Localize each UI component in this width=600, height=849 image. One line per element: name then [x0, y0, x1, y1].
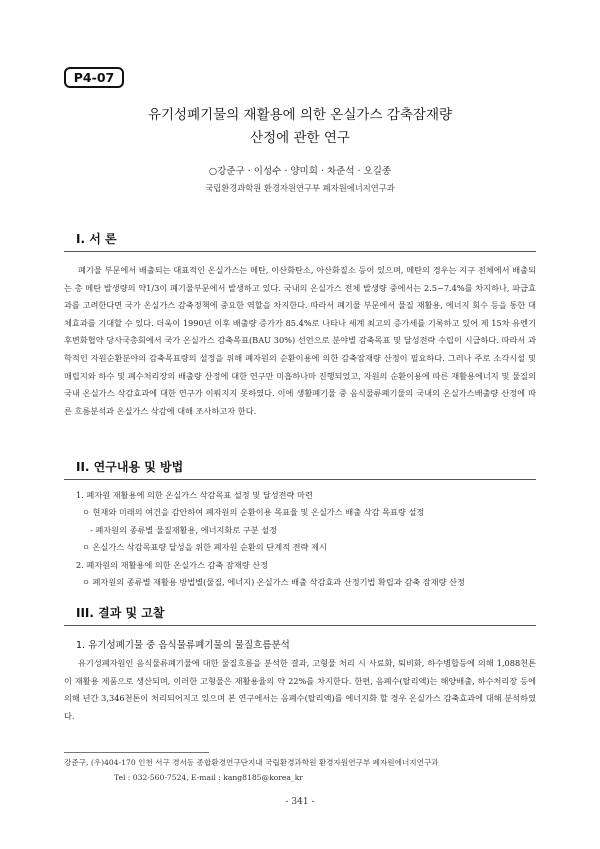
section-heading-results: III. 결과 및 고찰 [76, 606, 165, 620]
list-item: 1. 폐자원 재활용에 의한 온실가스 삭감목표 설정 및 달성전략 마련 [76, 490, 313, 500]
paper-title-line-2: 산정에 관한 연구 [250, 130, 350, 146]
introduction-text: 폐기물 부문에서 배출되는 대표적인 온실가스는 메탄, 이산화탄소, 아산화질소 등이 있으며, 메탄의 경우는 지구 전체에서 배출되는 총 메탄 발생량의 약1/3이 폐기물부문에서 발생하고 있다. 국내의 온실가스 전체 발생량 중에서는 2.5~7.4%를 차지하나, 파급효과를 고려한다면 국가 온실가스 감축정책에 중요한 역할을 차지한다. 따라서 폐기물 부문에서 물질 재활용, 에너지 회수 등을 통한 대체효과를 기대할 수 있다. 더욱이 1990년 이후 배출량 증가가 85.4%로 나타나 세계 최고의 증가세를 기록하고 있어 제 15차 유엔기후변화협약 당사국총회에서 국가 온실가스 감축목표(BAU 30%) 선언으로 분야별 감축목표 및 달성전략 수립이 시급하다. 따라서 과학적인 자원순환분야의 감축목표량의 설정을 위해 폐자원의 순환이용에 의한 감축잠재량 산정이 필요하다. 그러나 주로 소각시설 및 매립지와 하수 및 폐수처리장의 배출량 산정에 대한 연구만 미흡하나마 진행되었고, 자원의 순환이용에 따른 재활용에너지 및 물질의 국내 온실가스 삭감효과에 대한 연구가 이뤄지지 못하였다. 이에 생활폐기물 중 음식물류폐기물의 국내의 온실가스배출량 산정에 따른 흐름분석과 온실가스 삭감에 대해 조사하고자 한다. [64, 265, 536, 416]
paper-title-line-1: 유기성폐기물의 재활용에 의한 온실가스 감축잠재량 [147, 107, 453, 123]
list-item: ㅇ 온실가스 삭감목표량 달성을 위한 폐자원 순환의 단계적 전략 제시 [82, 542, 327, 553]
section-heading-methods: II. 연구내용 및 방법 [76, 460, 184, 474]
section-heading-introduction: I. 서 론 [76, 232, 117, 246]
list-item: 2. 폐자원의 재활용에 의한 온실가스 감축 잠재량 산정 [76, 559, 269, 570]
footnote [64, 755, 544, 785]
section-divider [64, 479, 536, 480]
author-list: ○강준구 · 이성수 · 양미희 · 차준석 · 오길종 [208, 166, 392, 177]
section-divider [64, 625, 536, 626]
footnote-address: 강준구, (우)404-170 인천 서구 경서동 종합환경연구단지내 국립환경과학원 환경자원연구부 폐자원에너지연구과 [64, 758, 439, 767]
results-text: 유기성폐자원인 음식물류폐기물에 대한 물질흐름을 분석한 결과, 고형물 처리 시 사료화, 퇴비화, 하수병합등에 의해 1,088천톤이 재활용 제품으로 생산되며, 이러한 고형물은 재활용율의 약 22%를 차지한다. 한편, 음폐수(탈리액)는 해양배출, 하수처리장 등에 의해 년간 3,346천톤이 처리되어지고 있으며 본 연구에서는 음폐수(탈리액)를 에너지화 할 경우 온실가스 감축효과에 대해 분석하였다. [64, 658, 536, 721]
page-number: - 341 - [285, 797, 315, 807]
list-item: - 폐자원의 종류별 물질재활용, 에너지화로 구분 설정 [90, 524, 278, 535]
subsection-heading: 1. 유기성폐기물 중 음식물류폐기물의 물질흐름분석 [76, 640, 290, 651]
footnote-divider [64, 752, 209, 753]
introduction-paragraph [64, 262, 536, 420]
session-badge: P4-07 [64, 67, 124, 88]
list-item: ㅇ 폐자원의 종류별 재활용 방법별(물질, 에너지) 온실가스 배출 삭감효과 산정기법 확립과 감축 잠재량 산정 [82, 577, 465, 588]
affiliation: 국립환경과학원 환경자원연구부 폐자원에너지연구과 [205, 183, 395, 193]
footnote-contact: Tel : 032-560-7524, E-mail : kang8185@korea_kr [114, 773, 303, 782]
section-divider [64, 251, 536, 252]
results-paragraph [64, 655, 536, 725]
list-item: ㅇ 현재와 미래의 여건을 감안하여 폐자원의 순환이용 목표율 및 온실가스 배출 삭감 목표량 설정 [82, 507, 425, 518]
methods-list [64, 487, 544, 591]
